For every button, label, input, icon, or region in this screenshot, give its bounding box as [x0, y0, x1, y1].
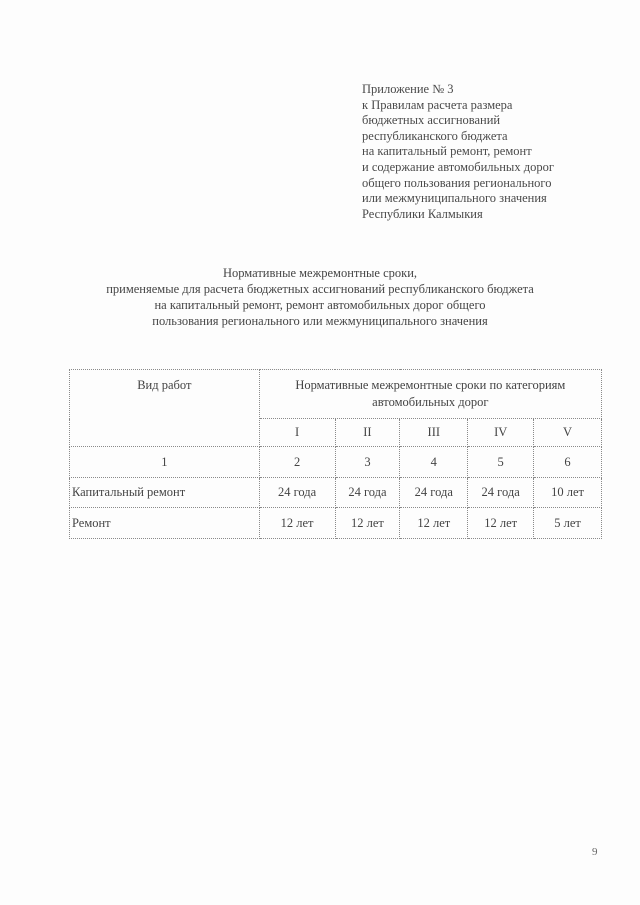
table-row — [70, 508, 602, 539]
table-cell: 12 лет — [400, 508, 468, 539]
header-norms: Нормативные межремонтные сроки по категориям автомобильных дорог — [259, 370, 601, 419]
table-cell: 10 лет — [534, 478, 602, 508]
header-category: III — [400, 419, 468, 447]
title-line: применяемые для расчета бюджетных ассигнований республиканского бюджета — [106, 282, 534, 296]
table-cell: 5 лет — [534, 508, 602, 539]
table-cell: 24 года — [400, 478, 468, 508]
table-row — [70, 478, 602, 508]
appendix-caption — [362, 82, 612, 222]
document-title — [40, 265, 600, 329]
header-work-type: Вид работ — [70, 370, 260, 447]
title-line: Нормативные межремонтные сроки, — [222, 266, 418, 280]
header-category: II — [335, 419, 400, 447]
column-number: 1 — [70, 447, 260, 478]
appendix-line: Приложение № 3 — [362, 82, 454, 96]
appendix-line: к Правилам расчета размера — [362, 97, 513, 112]
title-line: на капитальный ремонт, ремонт автомобильных дорог общего — [154, 298, 486, 312]
title-line: пользования регионального или межмуниципального значения — [152, 314, 488, 328]
header-category: IV — [468, 419, 534, 447]
table-header-row — [70, 370, 602, 419]
table-cell: 24 года — [259, 478, 335, 508]
appendix-line: республиканского бюджета — [362, 128, 508, 143]
table-cell: 12 лет — [259, 508, 335, 539]
appendix-line: и содержание автомобильных дорог — [362, 159, 554, 174]
page-number: 9 — [592, 846, 598, 858]
table-cell: 12 лет — [468, 508, 534, 539]
table-cell: 24 года — [468, 478, 534, 508]
appendix-line: бюджетных ассигнований — [362, 113, 501, 128]
table-cell: 24 года — [335, 478, 400, 508]
column-number: 5 — [468, 447, 534, 478]
header-category: I — [259, 419, 335, 447]
appendix-line: или межмуниципального значения — [362, 191, 547, 206]
appendix-line: на капитальный ремонт, ремонт — [362, 144, 532, 159]
row-label: Ремонт — [70, 508, 260, 539]
appendix-line: Республики Калмыкия — [362, 206, 483, 221]
appendix-line: общего пользования регионального — [362, 175, 552, 190]
row-label: Капитальный ремонт — [70, 478, 260, 508]
column-number: 2 — [259, 447, 335, 478]
repair-intervals-table — [69, 369, 602, 539]
header-category: V — [534, 419, 602, 447]
column-number: 4 — [400, 447, 468, 478]
column-number: 6 — [534, 447, 602, 478]
table-cell: 12 лет — [335, 508, 400, 539]
table-numbering-row — [70, 447, 602, 478]
column-number: 3 — [335, 447, 400, 478]
